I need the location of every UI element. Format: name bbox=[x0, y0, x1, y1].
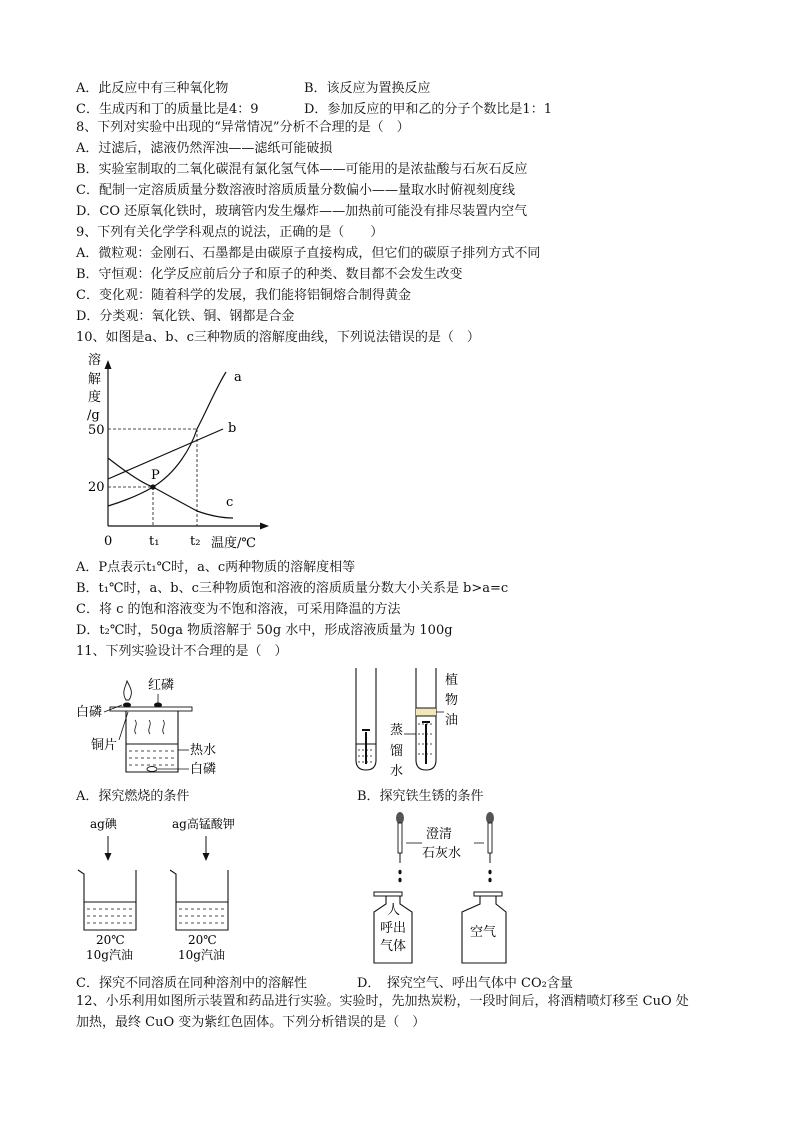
q9-stem: 9、下列有关化学学科观点的说法，正确的是（ ） bbox=[76, 225, 384, 240]
x-tick-0: 0 bbox=[104, 534, 113, 549]
q8-option-b: B．实验室制取的二氧化碳混有氯化氢气体——可能用的是浓盐酸与石灰石反应 bbox=[76, 162, 528, 177]
label-iodine: ag碘 bbox=[90, 817, 117, 831]
point-p bbox=[150, 484, 155, 489]
series-b-label: b bbox=[228, 421, 237, 436]
label-gasoline-2: 10g汽油 bbox=[178, 948, 225, 962]
q11-caption-b: B．探究铁生锈的条件 bbox=[357, 789, 484, 804]
q10-option-b: B．t₁℃时，a、b、c三种物质饱和溶液的溶质质量分数大小关系是 b>a=c bbox=[76, 581, 509, 596]
q9-option-c: C．变化观：随着科学的发展，我们能将铝铜熔合制得黄金 bbox=[76, 288, 411, 303]
q12-line-2: 加热，最终 CuO 变为紫红色固体。下列分析错误的是（ ） bbox=[76, 1015, 426, 1030]
label-white-phosphorus-top: 白磷 bbox=[76, 705, 103, 720]
label-exhaled-2: 呼出 bbox=[380, 921, 407, 936]
label-oil-3: 油 bbox=[445, 713, 459, 728]
q9-option-a: A．微粒观：金刚石、石墨都是由碳原子直接构成，但它们的碳原子排列方式不同 bbox=[76, 246, 541, 261]
label-oil-1: 植 bbox=[445, 673, 459, 688]
label-kmno4: ag高锰酸钾 bbox=[172, 817, 235, 831]
q9-option-d: D．分类观：氧化铁、铜、钢都是合金 bbox=[76, 309, 295, 324]
label-gasoline-1: 10g汽油 bbox=[86, 948, 133, 962]
figure-c-solubility bbox=[76, 812, 276, 964]
label-white-phosphorus-bottom: 白磷 bbox=[190, 762, 217, 777]
label-red-phosphorus: 红磷 bbox=[148, 678, 175, 693]
label-water-2: 馏 bbox=[390, 744, 404, 759]
x-tick-t1: t₁ bbox=[149, 534, 160, 549]
label-exhaled-3: 气体 bbox=[380, 939, 407, 954]
figure-d-co2 bbox=[360, 808, 520, 968]
series-c-label: c bbox=[226, 495, 234, 510]
y-tick-20: 20 bbox=[88, 480, 105, 495]
x-axis-label: 温度/℃ bbox=[211, 536, 256, 551]
x-axis-arrow bbox=[260, 523, 269, 530]
ylabel-char-1: 溶 bbox=[88, 353, 102, 368]
ylabel-char-2: 解 bbox=[88, 372, 102, 387]
label-temp-2: 20℃ bbox=[188, 933, 217, 947]
q10-option-c: C．将 c 的饱和溶液变为不饱和溶液，可采用降温的方法 bbox=[76, 602, 401, 617]
series-a-curve bbox=[108, 372, 226, 506]
point-p-label: P bbox=[151, 468, 160, 483]
ylabel-char-3: 度 bbox=[88, 390, 102, 405]
label-limewater-2: 石灰水 bbox=[422, 846, 462, 861]
label-air: 空气 bbox=[470, 925, 497, 940]
flame bbox=[124, 681, 132, 700]
figure-a-combustion bbox=[76, 672, 256, 782]
q9-option-b: B．守恒观：化学反应前后分子和原子的种类、数目都不会发生改变 bbox=[76, 267, 463, 282]
label-water-3: 水 bbox=[390, 764, 404, 779]
beaker-1 bbox=[78, 870, 136, 930]
label-temp-1: 20℃ bbox=[96, 933, 125, 947]
q11-caption-c: C．探究不同溶质在同种溶剂中的溶解性 bbox=[76, 976, 307, 991]
q7-option-d: D．参加反应的甲和乙的分子个数比是1：1 bbox=[304, 102, 552, 117]
q8-option-a: A．过滤后，滤液仍然浑浊——滤纸可能破损 bbox=[76, 141, 333, 156]
label-water-1: 蒸 bbox=[390, 723, 404, 738]
series-a-label: a bbox=[234, 370, 242, 385]
beaker bbox=[126, 711, 178, 772]
q7-option-c: C．生成丙和丁的质量比是4：9 bbox=[76, 102, 259, 117]
y-axis-arrow bbox=[105, 360, 112, 369]
series-c-curve bbox=[108, 458, 233, 518]
solubility-chart bbox=[76, 348, 276, 554]
figure-b-rust bbox=[350, 664, 470, 784]
q10-stem: 10、如图是a、b、c三种物质的溶解度曲线，下列说法错误的是（ ） bbox=[76, 330, 480, 345]
q10-option-a: A．P点表示t₁℃时，a、c两种物质的溶解度相等 bbox=[76, 560, 356, 575]
label-limewater-1: 澄清 bbox=[426, 827, 453, 842]
ylabel-char-4: /g bbox=[87, 408, 100, 423]
q8-option-c: C．配制一定溶质质量分数溶液时溶质质量分数偏小——量取水时俯视刻度线 bbox=[76, 183, 515, 198]
x-tick-t2: t₂ bbox=[190, 534, 201, 549]
copper-plate bbox=[110, 707, 192, 711]
q7-option-b: B．该反应为置换反应 bbox=[304, 81, 431, 96]
label-exhaled-1: 人 bbox=[387, 903, 401, 918]
y-tick-50: 50 bbox=[88, 423, 105, 438]
q7-option-a: A．此反应中有三种氧化物 bbox=[76, 81, 229, 96]
q10-option-d: D．t₂℃时，50ga 物质溶解于 50g 水中，形成溶液质量为 100g bbox=[76, 623, 453, 638]
q8-stem: 8、下列对实验中出现的“异常情况”分析不合理的是（ ） bbox=[76, 120, 410, 135]
q11-caption-d: D． 探究空气、呼出气体中 CO₂含量 bbox=[357, 976, 573, 991]
label-copper: 铜片 bbox=[91, 738, 118, 753]
label-oil-2: 物 bbox=[445, 693, 459, 708]
q8-option-d: D．CO 还原氧化铁时，玻璃管内发生爆炸——加热前可能没有排尽装置内空气 bbox=[76, 204, 528, 219]
q11-caption-a: A．探究燃烧的条件 bbox=[76, 789, 190, 804]
beaker-2 bbox=[170, 870, 228, 930]
q11-stem: 11、下列实验设计不合理的是（ ） bbox=[76, 644, 288, 659]
label-hot-water: 热水 bbox=[190, 743, 217, 758]
q12-line-1: 12、小乐利用如图所示装置和药品进行实验。实验时，先加热炭粉，一段时间后，将酒精喷灯移至 CuO 处 bbox=[76, 994, 689, 1009]
